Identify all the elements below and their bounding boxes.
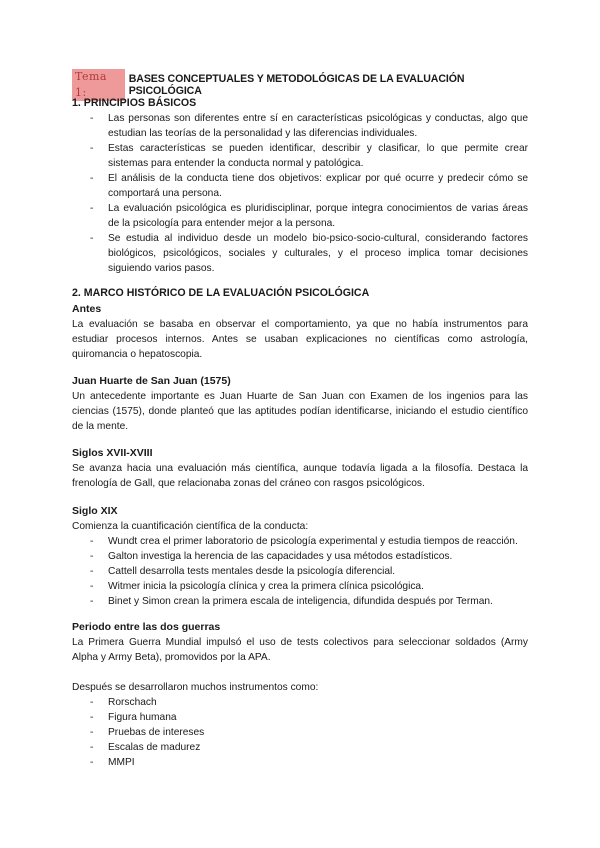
list-item: - Cattell desarrolla tests mentales desde la psicología diferencial.: [72, 564, 528, 579]
subheading-xix: Siglo XIX: [72, 505, 118, 517]
list-item: - Binet y Simon crean la primera escala de inteligencia, difundida después por Terman.: [72, 594, 528, 609]
list-item: - Se estudia al individuo desde un modelo bio-psico-socio-cultural, considerando factores biológicos, psicológicos, sociales y culturales, y el proceso implica tomar decisiones siguiendo varios pasos.: [72, 231, 528, 276]
list-item: - Las personas son diferentes entre sí en características psicológicas y conductas, algo que estudian las teorías de la personalidad y las diferencias individuales.: [72, 111, 528, 141]
tema-badge: Tema 1:: [72, 69, 125, 101]
document-title: [72, 70, 532, 99]
paragraph-antes: La evaluación se basaba en observar el comportamiento, ya que no había instrumentos para estudiar procesos internos. Antes se usaban explicaciones no científicas como astrología, quiromancia o hepatoscopia.: [72, 319, 528, 360]
paragraph-despues: Después se desarrollaron muchos instrumentos como:: [72, 682, 319, 693]
subheading-antes: Antes: [72, 303, 102, 315]
list-item: - MMPI: [72, 755, 528, 770]
list-item: - Witmer inicia la psicología clínica y crea la primera clínica psicológica.: [72, 579, 528, 594]
subheading-guerras: Periodo entre las dos guerras: [72, 621, 221, 633]
list-item: - Wundt crea el primer laboratorio de psicología experimental y estudia tiempos de reacción.: [72, 534, 528, 549]
paragraph-xix-intro: Comienza la cuantificación científica de la conducta:: [72, 521, 309, 532]
xix-list: [72, 534, 528, 609]
list-item: - Pruebas de intereses: [72, 725, 528, 740]
principios-list: [72, 111, 528, 276]
title-text: BASES CONCEPTUALES Y METODOLÓGICAS DE LA EVALUACIÓN PSICOLÓGICA: [128, 73, 465, 97]
list-item: - Galton investiga la herencia de las capacidades y usa métodos estadísticos.: [72, 549, 528, 564]
section-heading: 2. MARCO HISTÓRICO DE LA EVALUACIÓN PSICOLÓGICA: [72, 287, 370, 299]
list-item: - Estas características se pueden identificar, describir y clasificar, lo que permite crear sistemas para entender la conducta normal y patológica.: [72, 141, 528, 171]
subheading-siglos: Siglos XVII-XVIII: [72, 447, 153, 459]
section-siglos: [72, 445, 528, 491]
section-guerras: [72, 619, 528, 770]
paragraph-siglos: Se avanza hacia una evaluación más científica, aunque todavía ligada a la filosofía. Destaca la frenología de Gall, que relacionaba zonas del cráneo con rasgos psicológicos.: [72, 463, 528, 489]
section-marco: [72, 285, 528, 362]
list-item: - El análisis de la conducta tiene dos objetivos: explicar por qué ocurre y predecir cómo se comportará una persona.: [72, 171, 528, 201]
section-xix: [72, 503, 528, 609]
paragraph-guerras: La Primera Guerra Mundial impulsó el uso de tests colectivos para seleccionar soldados (Army Alpha y Army Beta), promovidos por la APA.: [72, 637, 528, 663]
list-item: - Figura humana: [72, 710, 528, 725]
section-huarte: [72, 373, 528, 434]
list-item: - Rorschach: [72, 695, 528, 710]
list-item: - La evaluación psicológica es pluridisciplinar, porque integra conocimientos de varias áreas de la psicología para entender mejor a la persona.: [72, 201, 528, 231]
section-heading: 1. PRINCIPIOS BÁSICOS: [72, 97, 197, 109]
instrumentos-list: [72, 695, 528, 770]
paragraph-huarte: Un antecedente importante es Juan Huarte de San Juan con Examen de los ingenios para las ciencias (1575), donde planteó que las aptitudes podían identificarse, iniciando el estudio científico de la mente.: [72, 391, 528, 432]
section-principios: [72, 95, 528, 276]
subheading-huarte: Juan Huarte de San Juan (1575): [72, 375, 231, 387]
list-item: - Escalas de madurez: [72, 740, 528, 755]
